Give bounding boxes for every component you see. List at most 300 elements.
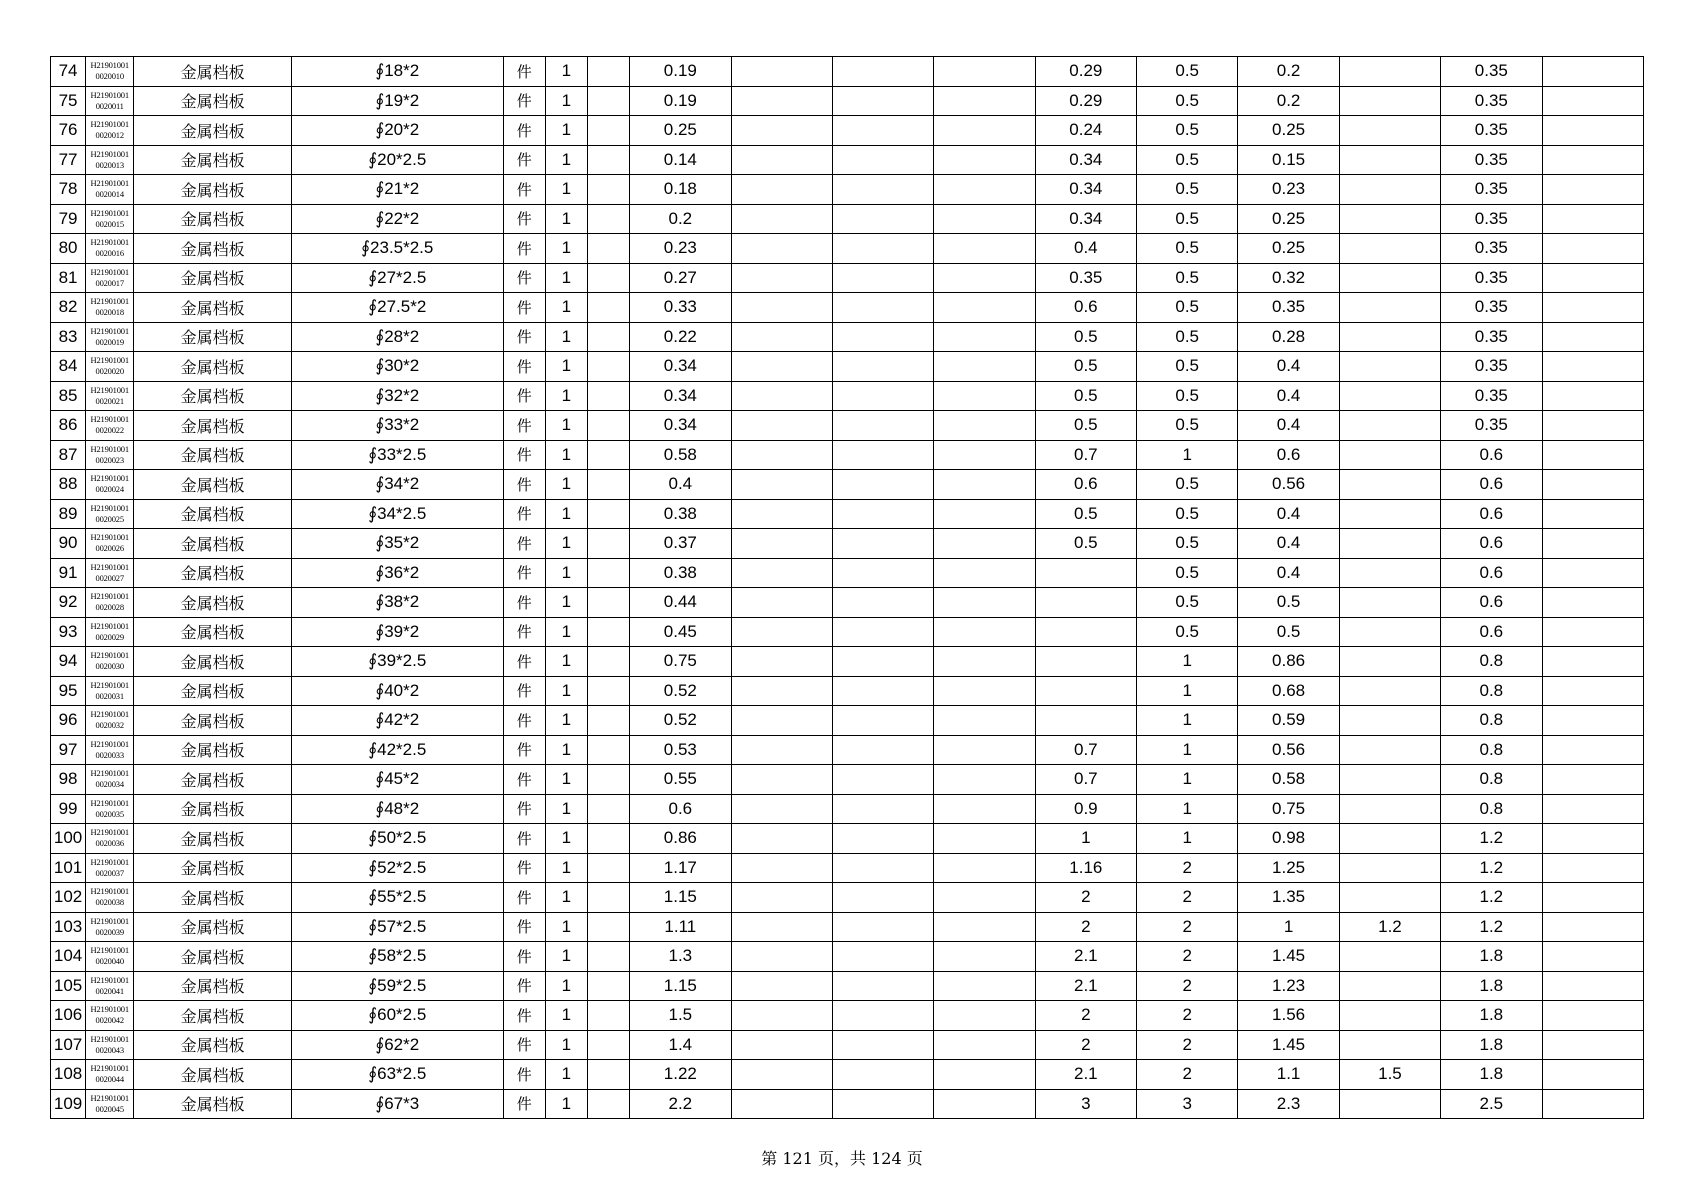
cell-col15 xyxy=(1339,352,1440,382)
cell-col9 xyxy=(731,440,832,470)
cell-col8: 0.38 xyxy=(630,558,731,588)
cell-col11 xyxy=(934,381,1035,411)
table-row xyxy=(51,57,1644,87)
item-unit: 件 xyxy=(503,647,545,677)
item-name: 金属档板 xyxy=(134,322,292,352)
cell-col16: 0.6 xyxy=(1441,529,1542,559)
cell-col7 xyxy=(587,942,629,972)
cell-col14: 0.2 xyxy=(1238,57,1339,87)
cell-col13: 1 xyxy=(1137,735,1238,765)
cell-col13: 0.5 xyxy=(1137,175,1238,205)
item-spec: ∮52*2.5 xyxy=(291,853,503,883)
item-spec: ∮33*2 xyxy=(291,411,503,441)
cell-col17 xyxy=(1542,617,1643,647)
cell-col13: 2 xyxy=(1137,1060,1238,1090)
cell-col13: 1 xyxy=(1137,676,1238,706)
item-unit: 件 xyxy=(503,145,545,175)
cell-col10 xyxy=(832,765,933,795)
item-code: H21901001 0020033 xyxy=(86,735,134,765)
cell-col13: 0.5 xyxy=(1137,145,1238,175)
cell-col12: 0.5 xyxy=(1035,381,1136,411)
cell-col14: 1 xyxy=(1238,912,1339,942)
item-qty: 1 xyxy=(545,765,587,795)
item-code: H21901001 0020024 xyxy=(86,470,134,500)
cell-col7 xyxy=(587,440,629,470)
cell-col9 xyxy=(731,352,832,382)
cell-col9 xyxy=(731,1030,832,1060)
cell-col7 xyxy=(587,470,629,500)
item-name: 金属档板 xyxy=(134,499,292,529)
item-name: 金属档板 xyxy=(134,647,292,677)
cell-col16: 1.8 xyxy=(1441,1030,1542,1060)
cell-col16: 1.8 xyxy=(1441,971,1542,1001)
table-row xyxy=(51,706,1644,736)
cell-col11 xyxy=(934,234,1035,264)
cell-col11 xyxy=(934,676,1035,706)
cell-col13: 0.5 xyxy=(1137,529,1238,559)
cell-col8: 0.75 xyxy=(630,647,731,677)
cell-col12: 0.29 xyxy=(1035,57,1136,87)
row-number: 78 xyxy=(51,175,86,205)
row-number: 87 xyxy=(51,440,86,470)
item-qty: 1 xyxy=(545,529,587,559)
cell-col12: 3 xyxy=(1035,1089,1136,1119)
item-unit: 件 xyxy=(503,676,545,706)
row-number: 86 xyxy=(51,411,86,441)
cell-col10 xyxy=(832,234,933,264)
table-row xyxy=(51,411,1644,441)
item-spec: ∮42*2.5 xyxy=(291,735,503,765)
item-spec: ∮20*2.5 xyxy=(291,145,503,175)
cell-col9 xyxy=(731,234,832,264)
item-name: 金属档板 xyxy=(134,1060,292,1090)
cell-col10 xyxy=(832,588,933,618)
cell-col16: 0.8 xyxy=(1441,735,1542,765)
cell-col11 xyxy=(934,175,1035,205)
cell-col13: 2 xyxy=(1137,1030,1238,1060)
row-number: 80 xyxy=(51,234,86,264)
cell-col15: 1.5 xyxy=(1339,1060,1440,1090)
item-unit: 件 xyxy=(503,1001,545,1031)
cell-col16: 0.35 xyxy=(1441,352,1542,382)
cell-col7 xyxy=(587,824,629,854)
item-code: H21901001 0020021 xyxy=(86,381,134,411)
item-unit: 件 xyxy=(503,234,545,264)
cell-col8: 0.53 xyxy=(630,735,731,765)
item-unit: 件 xyxy=(503,1060,545,1090)
item-name: 金属档板 xyxy=(134,263,292,293)
cell-col8: 0.6 xyxy=(630,794,731,824)
cell-col12: 0.5 xyxy=(1035,322,1136,352)
cell-col14: 0.56 xyxy=(1238,470,1339,500)
item-qty: 1 xyxy=(545,706,587,736)
row-number: 76 xyxy=(51,116,86,146)
cell-col8: 1.15 xyxy=(630,971,731,1001)
cell-col14: 1.23 xyxy=(1238,971,1339,1001)
row-number: 92 xyxy=(51,588,86,618)
cell-col17 xyxy=(1542,322,1643,352)
cell-col16: 2.5 xyxy=(1441,1089,1542,1119)
cell-col10 xyxy=(832,617,933,647)
cell-col12: 0.5 xyxy=(1035,411,1136,441)
cell-col11 xyxy=(934,588,1035,618)
item-spec: ∮45*2 xyxy=(291,765,503,795)
cell-col7 xyxy=(587,706,629,736)
item-name: 金属档板 xyxy=(134,116,292,146)
cell-col8: 0.38 xyxy=(630,499,731,529)
cell-col17 xyxy=(1542,1030,1643,1060)
cell-col16: 0.8 xyxy=(1441,765,1542,795)
cell-col8: 0.33 xyxy=(630,293,731,323)
cell-col16: 1.2 xyxy=(1441,853,1542,883)
item-qty: 1 xyxy=(545,175,587,205)
cell-col7 xyxy=(587,116,629,146)
cell-col14: 0.5 xyxy=(1238,617,1339,647)
table-row xyxy=(51,204,1644,234)
cell-col17 xyxy=(1542,735,1643,765)
cell-col7 xyxy=(587,912,629,942)
cell-col17 xyxy=(1542,824,1643,854)
item-qty: 1 xyxy=(545,1060,587,1090)
cell-col12 xyxy=(1035,647,1136,677)
table-row xyxy=(51,853,1644,883)
item-name: 金属档板 xyxy=(134,765,292,795)
cell-col13: 0.5 xyxy=(1137,617,1238,647)
cell-col14: 0.2 xyxy=(1238,86,1339,116)
cell-col16: 0.35 xyxy=(1441,234,1542,264)
cell-col9 xyxy=(731,824,832,854)
cell-col9 xyxy=(731,86,832,116)
item-spec: ∮57*2.5 xyxy=(291,912,503,942)
cell-col10 xyxy=(832,145,933,175)
cell-col13: 0.5 xyxy=(1137,352,1238,382)
item-name: 金属档板 xyxy=(134,440,292,470)
cell-col12: 1.16 xyxy=(1035,853,1136,883)
row-number: 101 xyxy=(51,853,86,883)
table-row xyxy=(51,735,1644,765)
cell-col12: 0.5 xyxy=(1035,352,1136,382)
cell-col15 xyxy=(1339,647,1440,677)
cell-col15 xyxy=(1339,116,1440,146)
row-number: 108 xyxy=(51,1060,86,1090)
item-qty: 1 xyxy=(545,381,587,411)
cell-col10 xyxy=(832,676,933,706)
cell-col15 xyxy=(1339,735,1440,765)
cell-col13: 0.5 xyxy=(1137,204,1238,234)
item-spec: ∮23.5*2.5 xyxy=(291,234,503,264)
item-code: H21901001 0020026 xyxy=(86,529,134,559)
cell-col7 xyxy=(587,1089,629,1119)
cell-col14: 0.5 xyxy=(1238,588,1339,618)
row-number: 74 xyxy=(51,57,86,87)
cell-col15 xyxy=(1339,794,1440,824)
table-row xyxy=(51,145,1644,175)
table-row xyxy=(51,175,1644,205)
cell-col7 xyxy=(587,794,629,824)
row-number: 93 xyxy=(51,617,86,647)
item-unit: 件 xyxy=(503,735,545,765)
cell-col15 xyxy=(1339,529,1440,559)
row-number: 91 xyxy=(51,558,86,588)
item-unit: 件 xyxy=(503,706,545,736)
table-row xyxy=(51,647,1644,677)
cell-col11 xyxy=(934,647,1035,677)
item-code: H21901001 0020013 xyxy=(86,145,134,175)
cell-col10 xyxy=(832,411,933,441)
cell-col10 xyxy=(832,1030,933,1060)
cell-col12: 2 xyxy=(1035,883,1136,913)
cell-col9 xyxy=(731,293,832,323)
cell-col13: 0.5 xyxy=(1137,558,1238,588)
table-row xyxy=(51,116,1644,146)
item-qty: 1 xyxy=(545,145,587,175)
cell-col9 xyxy=(731,971,832,1001)
cell-col9 xyxy=(731,765,832,795)
cell-col15 xyxy=(1339,1030,1440,1060)
cell-col14: 0.4 xyxy=(1238,352,1339,382)
item-code: H21901001 0020044 xyxy=(86,1060,134,1090)
cell-col13: 0.5 xyxy=(1137,381,1238,411)
row-number: 77 xyxy=(51,145,86,175)
cell-col14: 0.4 xyxy=(1238,411,1339,441)
cell-col7 xyxy=(587,1030,629,1060)
cell-col17 xyxy=(1542,942,1643,972)
cell-col14: 2.3 xyxy=(1238,1089,1339,1119)
cell-col15 xyxy=(1339,824,1440,854)
item-unit: 件 xyxy=(503,883,545,913)
item-unit: 件 xyxy=(503,529,545,559)
table-row xyxy=(51,912,1644,942)
item-code: H21901001 0020040 xyxy=(86,942,134,972)
cell-col14: 0.25 xyxy=(1238,234,1339,264)
cell-col10 xyxy=(832,912,933,942)
cell-col9 xyxy=(731,617,832,647)
cell-col10 xyxy=(832,352,933,382)
cell-col9 xyxy=(731,588,832,618)
cell-col9 xyxy=(731,57,832,87)
row-number: 97 xyxy=(51,735,86,765)
item-code: H21901001 0020025 xyxy=(86,499,134,529)
cell-col15 xyxy=(1339,1001,1440,1031)
cell-col12: 0.7 xyxy=(1035,765,1136,795)
cell-col15 xyxy=(1339,883,1440,913)
cell-col8: 0.18 xyxy=(630,175,731,205)
item-code: H21901001 0020042 xyxy=(86,1001,134,1031)
cell-col9 xyxy=(731,116,832,146)
item-unit: 件 xyxy=(503,322,545,352)
cell-col12: 2.1 xyxy=(1035,971,1136,1001)
item-spec: ∮27*2.5 xyxy=(291,263,503,293)
cell-col9 xyxy=(731,145,832,175)
cell-col15 xyxy=(1339,381,1440,411)
cell-col8: 1.3 xyxy=(630,942,731,972)
cell-col12: 0.35 xyxy=(1035,263,1136,293)
item-qty: 1 xyxy=(545,942,587,972)
cell-col12: 0.7 xyxy=(1035,735,1136,765)
cell-col12 xyxy=(1035,617,1136,647)
item-name: 金属档板 xyxy=(134,706,292,736)
cell-col13: 2 xyxy=(1137,912,1238,942)
item-code: H21901001 0020017 xyxy=(86,263,134,293)
item-qty: 1 xyxy=(545,735,587,765)
cell-col16: 0.35 xyxy=(1441,263,1542,293)
table-row xyxy=(51,1001,1644,1031)
item-name: 金属档板 xyxy=(134,411,292,441)
item-name: 金属档板 xyxy=(134,57,292,87)
cell-col9 xyxy=(731,322,832,352)
item-unit: 件 xyxy=(503,411,545,441)
item-code: H21901001 0020031 xyxy=(86,676,134,706)
cell-col17 xyxy=(1542,470,1643,500)
cell-col11 xyxy=(934,293,1035,323)
cell-col17 xyxy=(1542,883,1643,913)
cell-col7 xyxy=(587,381,629,411)
cell-col8: 0.19 xyxy=(630,57,731,87)
table-row xyxy=(51,86,1644,116)
cell-col16: 0.6 xyxy=(1441,440,1542,470)
item-code: H21901001 0020037 xyxy=(86,853,134,883)
cell-col7 xyxy=(587,1001,629,1031)
row-number: 109 xyxy=(51,1089,86,1119)
cell-col15: 1.2 xyxy=(1339,912,1440,942)
cell-col7 xyxy=(587,588,629,618)
cell-col11 xyxy=(934,883,1035,913)
cell-col10 xyxy=(832,470,933,500)
cell-col12: 0.34 xyxy=(1035,204,1136,234)
cell-col16: 1.8 xyxy=(1441,1060,1542,1090)
item-spec: ∮50*2.5 xyxy=(291,824,503,854)
cell-col7 xyxy=(587,883,629,913)
cell-col8: 0.23 xyxy=(630,234,731,264)
item-unit: 件 xyxy=(503,853,545,883)
cell-col8: 0.14 xyxy=(630,145,731,175)
item-unit: 件 xyxy=(503,912,545,942)
item-code: H21901001 0020027 xyxy=(86,558,134,588)
cell-col9 xyxy=(731,1060,832,1090)
table-row xyxy=(51,381,1644,411)
cell-col10 xyxy=(832,86,933,116)
item-spec: ∮42*2 xyxy=(291,706,503,736)
row-number: 100 xyxy=(51,824,86,854)
item-name: 金属档板 xyxy=(134,588,292,618)
cell-col7 xyxy=(587,676,629,706)
table-row xyxy=(51,971,1644,1001)
cell-col8: 0.34 xyxy=(630,411,731,441)
item-code: H21901001 0020038 xyxy=(86,883,134,913)
cell-col11 xyxy=(934,853,1035,883)
cell-col10 xyxy=(832,263,933,293)
cell-col17 xyxy=(1542,381,1643,411)
item-name: 金属档板 xyxy=(134,1089,292,1119)
cell-col10 xyxy=(832,558,933,588)
row-number: 99 xyxy=(51,794,86,824)
row-number: 102 xyxy=(51,883,86,913)
cell-col8: 0.52 xyxy=(630,706,731,736)
item-code: H21901001 0020015 xyxy=(86,204,134,234)
cell-col17 xyxy=(1542,971,1643,1001)
cell-col15 xyxy=(1339,942,1440,972)
cell-col16: 0.35 xyxy=(1441,204,1542,234)
cell-col17 xyxy=(1542,912,1643,942)
cell-col9 xyxy=(731,735,832,765)
item-unit: 件 xyxy=(503,440,545,470)
cell-col8: 0.34 xyxy=(630,381,731,411)
cell-col13: 2 xyxy=(1137,883,1238,913)
cell-col8: 0.44 xyxy=(630,588,731,618)
item-unit: 件 xyxy=(503,86,545,116)
cell-col16: 0.6 xyxy=(1441,499,1542,529)
item-name: 金属档板 xyxy=(134,617,292,647)
item-qty: 1 xyxy=(545,1030,587,1060)
cell-col11 xyxy=(934,145,1035,175)
table-row xyxy=(51,529,1644,559)
cell-col7 xyxy=(587,234,629,264)
item-qty: 1 xyxy=(545,57,587,87)
cell-col17 xyxy=(1542,499,1643,529)
cell-col14: 1.25 xyxy=(1238,853,1339,883)
cell-col9 xyxy=(731,411,832,441)
item-name: 金属档板 xyxy=(134,558,292,588)
cell-col14: 0.68 xyxy=(1238,676,1339,706)
cell-col17 xyxy=(1542,529,1643,559)
item-name: 金属档板 xyxy=(134,293,292,323)
cell-col8: 1.22 xyxy=(630,1060,731,1090)
table-row xyxy=(51,293,1644,323)
cell-col16: 1.2 xyxy=(1441,824,1542,854)
row-number: 104 xyxy=(51,942,86,972)
cell-col15 xyxy=(1339,322,1440,352)
cell-col14: 0.86 xyxy=(1238,647,1339,677)
row-number: 107 xyxy=(51,1030,86,1060)
cell-col17 xyxy=(1542,57,1643,87)
cell-col7 xyxy=(587,853,629,883)
cell-col8: 0.55 xyxy=(630,765,731,795)
cell-col10 xyxy=(832,942,933,972)
table-row xyxy=(51,588,1644,618)
table-row xyxy=(51,942,1644,972)
cell-col7 xyxy=(587,322,629,352)
item-qty: 1 xyxy=(545,1089,587,1119)
cell-col15 xyxy=(1339,588,1440,618)
cell-col15 xyxy=(1339,204,1440,234)
cell-col14: 0.4 xyxy=(1238,381,1339,411)
row-number: 75 xyxy=(51,86,86,116)
cell-col9 xyxy=(731,794,832,824)
table-row xyxy=(51,617,1644,647)
cell-col7 xyxy=(587,175,629,205)
item-spec: ∮36*2 xyxy=(291,558,503,588)
row-number: 95 xyxy=(51,676,86,706)
cell-col12: 2 xyxy=(1035,1030,1136,1060)
cell-col15 xyxy=(1339,293,1440,323)
cell-col12: 2.1 xyxy=(1035,942,1136,972)
cell-col15 xyxy=(1339,499,1440,529)
cell-col14: 0.6 xyxy=(1238,440,1339,470)
cell-col14: 0.4 xyxy=(1238,529,1339,559)
cell-col15 xyxy=(1339,971,1440,1001)
cell-col17 xyxy=(1542,676,1643,706)
cell-col12 xyxy=(1035,676,1136,706)
row-number: 90 xyxy=(51,529,86,559)
cell-col11 xyxy=(934,1001,1035,1031)
cell-col15 xyxy=(1339,765,1440,795)
item-code: H21901001 0020039 xyxy=(86,912,134,942)
cell-col13: 0.5 xyxy=(1137,293,1238,323)
cell-col7 xyxy=(587,499,629,529)
item-code: H21901001 0020032 xyxy=(86,706,134,736)
cell-col7 xyxy=(587,735,629,765)
cell-col11 xyxy=(934,529,1035,559)
